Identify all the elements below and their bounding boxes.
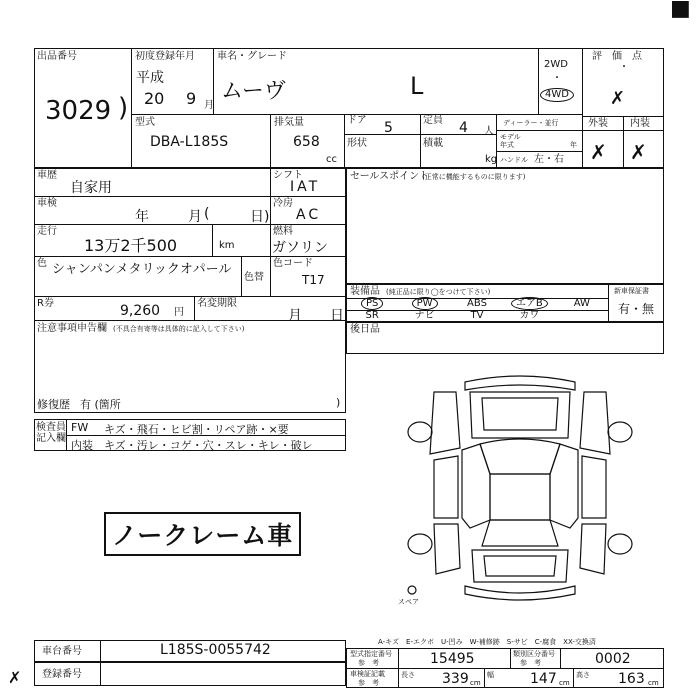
inspector-row2-text: キズ・汚レ・コゲ・穴・スレ・キレ・破レ xyxy=(104,439,313,452)
history-value: 自家用 xyxy=(70,180,112,196)
post-install-block xyxy=(346,322,664,354)
repair-close: ) xyxy=(336,396,341,409)
door-value: 5 xyxy=(384,120,393,136)
sales-sub: (正常に機能するものに限ります) xyxy=(422,173,526,181)
category-label: 類別区分番号 xyxy=(513,650,555,658)
inspection-month: 月 xyxy=(188,209,202,225)
equipment-label: 装備品 xyxy=(350,286,380,297)
equipment-item-b-0: SR xyxy=(365,310,379,321)
rating-label: 評 価 点 xyxy=(592,51,642,62)
width-value: 147 xyxy=(530,671,557,687)
inspector-row1-key: FW xyxy=(71,421,89,434)
seat-label: 定員 xyxy=(423,115,443,126)
seat-value: 4 xyxy=(459,120,468,136)
fuel-value: ガソリン xyxy=(272,240,328,256)
length-value: 339 xyxy=(442,671,469,687)
reg-month-unit: 月 xyxy=(204,100,214,111)
equipment-item-1: PW xyxy=(398,298,450,310)
rating-check-mark: ✗ xyxy=(610,88,626,109)
damage-legend: A-キズ E-エクボ U-凹み W-補修跡 S-サビ C-腐食 XX-交換済 xyxy=(378,638,596,646)
reg-era: 平成 xyxy=(136,70,164,86)
equipment-item-b-3: カワ xyxy=(519,310,540,321)
no-claim-stamp: ノークレーム車 xyxy=(104,512,301,556)
lot-bracket: ) xyxy=(118,93,129,123)
warranty-value: 有・無 xyxy=(618,302,655,316)
color-label: 色 xyxy=(37,258,47,269)
inspector-row1-text: キズ・飛石・ヒビ割・リペア跡・×要 xyxy=(104,423,289,436)
mileage-label: 走行 xyxy=(37,226,57,237)
certificate-label: 車検証記載 xyxy=(350,670,385,678)
inspection-label: 車検 xyxy=(37,198,57,209)
height-value: 163 xyxy=(618,671,645,687)
recycle-value: 9,260 xyxy=(120,303,161,319)
designation-value: 15495 xyxy=(430,651,475,667)
seat-unit: 人 xyxy=(484,126,494,137)
notes-label: 注意事項申告欄 xyxy=(37,323,107,334)
equipment-item-b-1: ナビ xyxy=(414,310,435,321)
equipment-item-0: PS xyxy=(346,298,398,310)
repair-label: 修復歴 xyxy=(37,398,70,411)
reg-year: 20 xyxy=(144,89,165,108)
length-unit: cm xyxy=(470,679,481,687)
recycle-label: R券 xyxy=(37,298,54,309)
reg-month: 9 xyxy=(186,89,197,108)
width-unit: cm xyxy=(559,679,570,687)
equipment-item-b-2: TV xyxy=(470,310,484,321)
notes-sub: (不具合有寄等は具体的に記入して下さい) xyxy=(113,325,245,333)
deadline-month: 月 xyxy=(288,308,302,324)
model-grade: L xyxy=(410,72,424,100)
width-label: 幅 xyxy=(487,671,494,679)
load-label: 積載 xyxy=(423,138,443,149)
interior-mark: ✗ xyxy=(630,140,647,164)
equipment-sub: (純正品に限り◯をつけて下さい) xyxy=(386,288,491,296)
inspector-row2-key: 内装 xyxy=(71,439,93,452)
handle-label: ハンドル xyxy=(500,156,528,164)
exterior-mark: ✗ xyxy=(590,140,607,164)
color-code-value: T17 xyxy=(302,273,325,287)
shape-label: 形状 xyxy=(347,138,367,149)
lot-number: 3029 xyxy=(45,96,112,126)
designation-label: 型式指定番号 xyxy=(350,650,392,658)
fuel-label: 燃料 xyxy=(273,226,293,237)
certificate-sub: 参 考 xyxy=(358,679,379,687)
sales-label: セールスポイント xyxy=(350,171,430,182)
repaint-label: 色替 xyxy=(244,272,264,283)
car-damage-diagram xyxy=(400,368,640,604)
plate-mark: ✗ xyxy=(8,668,22,687)
deadline-day: 日 xyxy=(330,308,344,324)
header-block xyxy=(34,48,664,168)
inspection-paren: ( xyxy=(204,206,210,222)
warranty-label: 新車保証書 xyxy=(614,287,649,295)
corner-marker: ■ xyxy=(670,0,691,21)
recycle-unit: 円 xyxy=(174,307,184,318)
category-value: 0002 xyxy=(595,651,631,667)
height-unit: cm xyxy=(648,679,659,687)
exterior-label: 外装 xyxy=(588,118,608,129)
equipment-row-1 xyxy=(346,298,608,310)
model-label: 車名・グレード xyxy=(217,51,287,62)
mileage-unit: km xyxy=(219,240,235,251)
type-value: DBA-L185S xyxy=(150,134,229,150)
disp-value: 658 xyxy=(293,134,320,150)
model-year-unit: 年 xyxy=(570,141,577,149)
inspector-label: 検査員記入欄 xyxy=(36,422,66,444)
sales-point-block xyxy=(346,168,664,284)
inspection-year: 年 xyxy=(135,209,149,225)
load-unit: kg xyxy=(485,154,498,165)
shift-label: シフト xyxy=(273,170,303,181)
drive-4wd: 4WD xyxy=(540,88,574,102)
designation-sub: 参 考 xyxy=(358,659,379,667)
door-label: ドア xyxy=(347,115,367,126)
vehicle-details-block xyxy=(34,168,346,413)
interior-label: 内装 xyxy=(630,118,650,129)
repair-value: 有 (箇所 xyxy=(80,398,121,411)
dealer-label: ディーラー・並行 xyxy=(503,119,559,127)
deadline-label: 名変期限 xyxy=(197,298,237,309)
model-year-label: モデル年式 xyxy=(500,133,521,149)
mileage-value: 13万2千500 xyxy=(84,236,178,255)
aircon-label: 冷房 xyxy=(273,198,293,209)
handle-value: 左・右 xyxy=(534,154,564,165)
chassis-label: 車台番号 xyxy=(42,646,82,657)
length-label: 長さ xyxy=(401,671,415,679)
disp-label: 排気量 xyxy=(274,117,304,128)
inspection-day: 日) xyxy=(250,209,270,225)
rating-dot: ・ xyxy=(619,62,629,73)
equipment-item-4: AW xyxy=(573,298,590,309)
post-install-label: 後日品 xyxy=(350,324,380,335)
aircon-value: AC xyxy=(296,207,322,223)
spare-label: スペア xyxy=(398,598,419,606)
plate-label: 登録番号 xyxy=(42,669,82,680)
lot-label: 出品番号 xyxy=(37,51,77,62)
model-name: ムーヴ xyxy=(221,79,286,104)
height-label: 高さ xyxy=(576,671,590,679)
history-label: 車歴 xyxy=(37,170,57,181)
disp-unit: cc xyxy=(326,154,337,165)
reg-label: 初度登録年月 xyxy=(135,51,195,62)
chassis-value: L185S-0055742 xyxy=(160,642,271,658)
color-code-label: 色コード xyxy=(273,258,313,269)
drive-2wd: 2WD xyxy=(544,59,568,70)
drive-dot: ・ xyxy=(552,73,562,84)
equipment-row-2 xyxy=(346,310,608,322)
equipment-item-3: エアB xyxy=(503,298,555,310)
equipment-item-2: ABS xyxy=(467,298,487,309)
category-sub: 参 考 xyxy=(520,659,541,667)
type-label: 型式 xyxy=(135,117,155,128)
color-value: シャンパンメタリックオパール xyxy=(52,262,232,277)
shift-value: IAT xyxy=(290,179,321,195)
